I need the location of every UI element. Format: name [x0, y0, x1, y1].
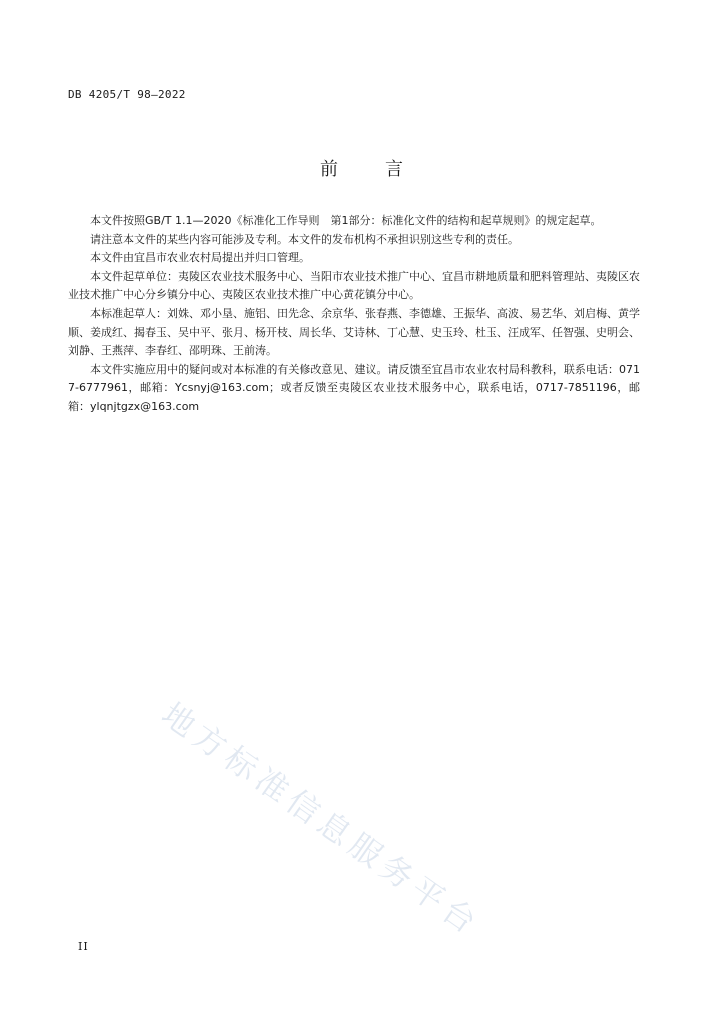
foreword-body — [68, 212, 640, 417]
page-title — [0, 155, 724, 181]
paragraph-drafters: 本标准起草人：刘姝、邓小垦、施铝、田先念、余京华、张春燕、李德雄、王振华、高波、易艺华、刘启梅、黄学顺、姜成红、揭春玉、吴中平、张月、杨开枝、周长华、艾诗林、丁心慧、史玉玲、杜玉、汪成军、任智强、史明会、刘静、王燕萍、李春红、邵明珠、王前涛。 — [68, 306, 640, 358]
paragraph-feedback-contact: 本文件实施应用中的疑问或对本标准的有关修改意见、建议。请反馈至宜昌市农业农村局科教科，联系电话：0717-6777961，邮箱：Ycsnyj@163.com；或者反馈至夷陵区农业技术服务中心，联系电话，0717-7851196，邮箱：ylqnjtgzx@163.com — [68, 362, 640, 413]
paragraph-drafting-units: 本文件起草单位：夷陵区农业技术服务中心、当阳市农业技术推广中心、宜昌市耕地质量和肥料管理站、夷陵区农业技术推广中心分乡镇分中心、夷陵区农业技术推广中心黄花镇分中心。 — [68, 269, 640, 302]
paragraph-proposer: 本文件由宜昌市农业农村局提出并归口管理。 — [90, 251, 310, 265]
watermark: 地方标准信息服务平台 — [154, 694, 488, 945]
title-char-2: 言 — [385, 159, 404, 180]
page-number: II — [78, 940, 89, 953]
document-code: DB 4205/T 98—2022 — [68, 88, 186, 101]
paragraph-drafting-rules: 本文件按照GB/T 1.1—2020《标准化工作导则 第1部分：标准化文件的结构和起草规则》的规定起草。 — [90, 214, 602, 227]
paragraph-patent-notice: 请注意本文件的某些内容可能涉及专利。本文件的发布机构不承担识别这些专利的责任。 — [90, 232, 519, 246]
title-char-1: 前 — [320, 159, 339, 180]
